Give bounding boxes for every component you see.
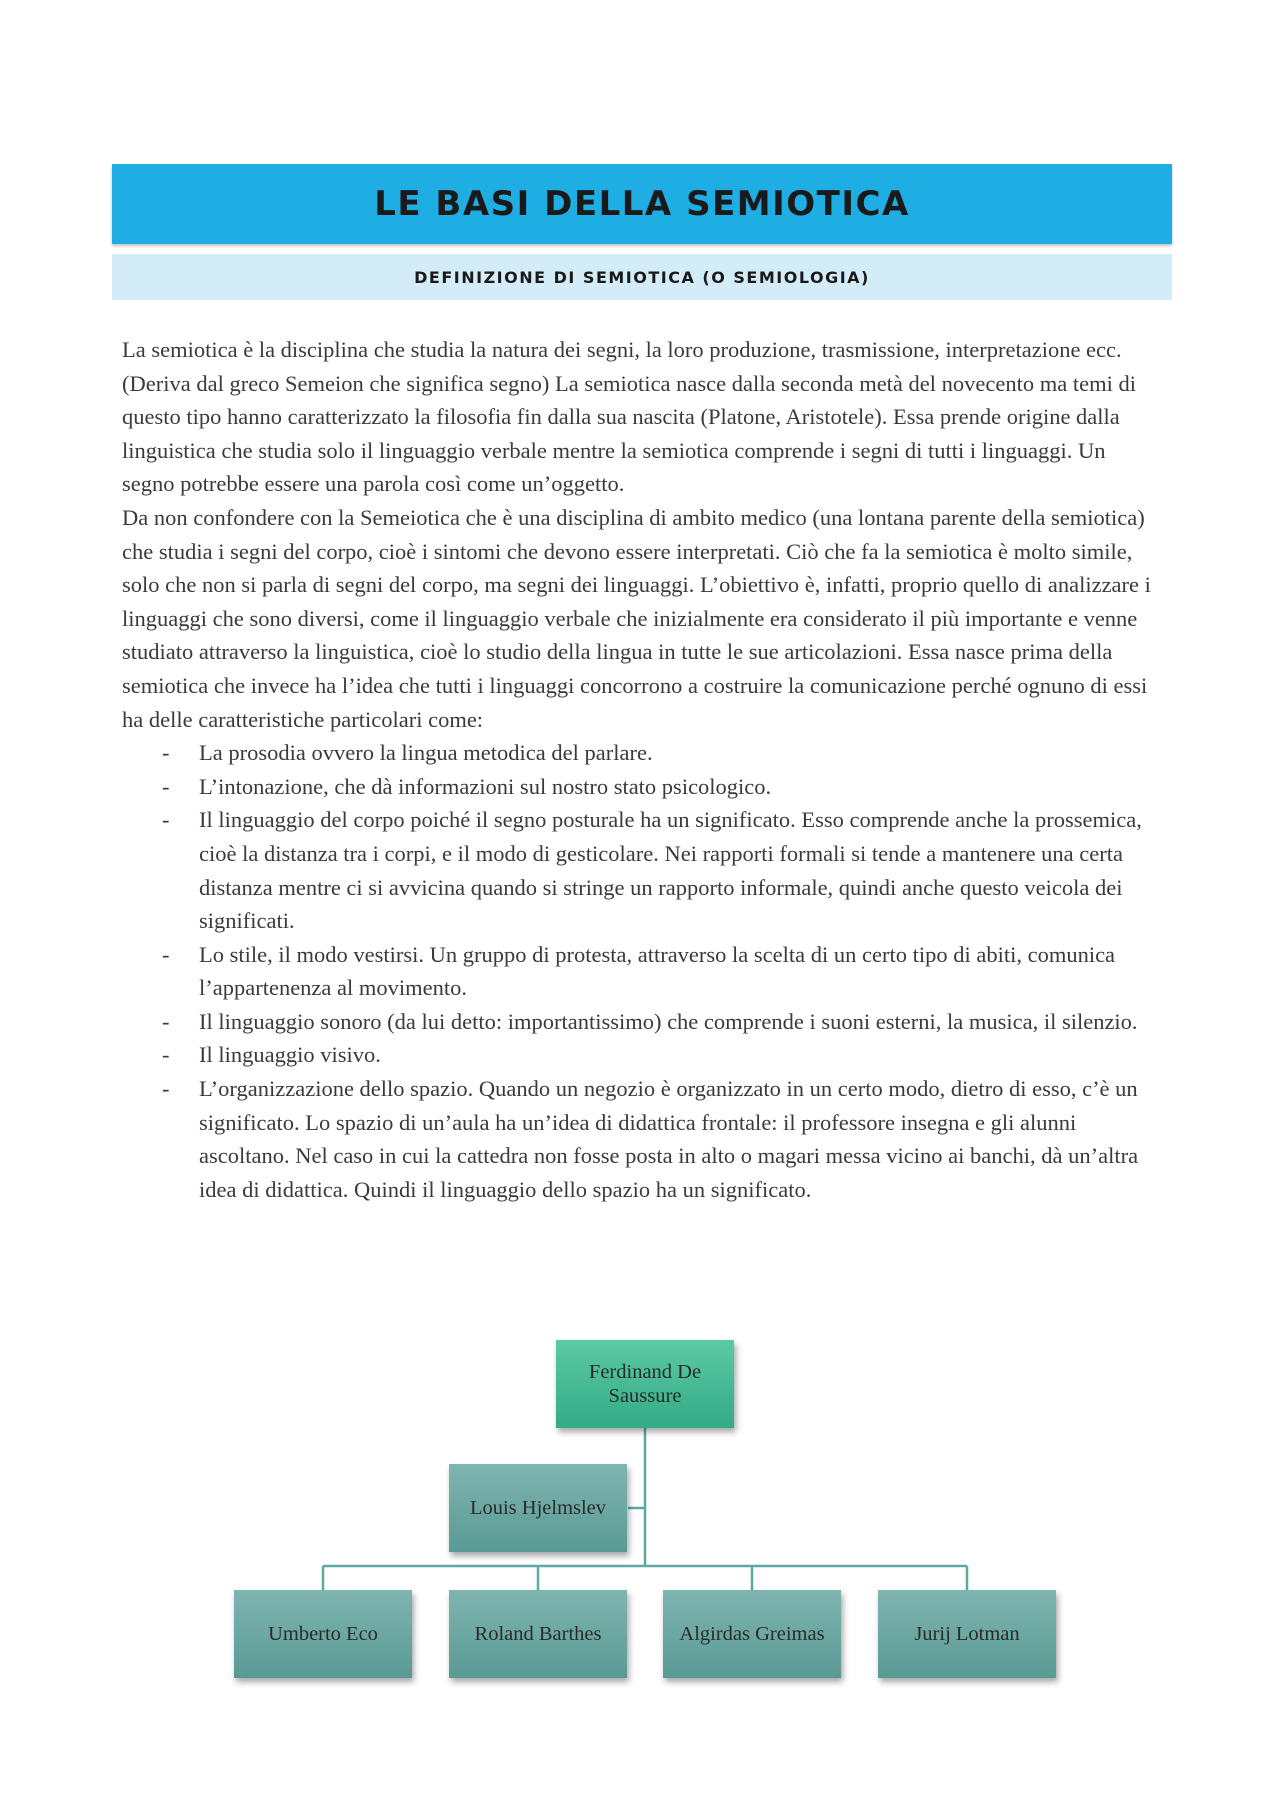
list-item	[122, 1005, 1162, 1039]
list-item-text: Il linguaggio visivo.	[199, 1042, 381, 1068]
list-item	[122, 1038, 1162, 1072]
org-node-assistant: Louis Hjelmslev	[449, 1464, 627, 1552]
bullet-dash: -	[162, 740, 170, 766]
paragraph-semeiotica: Da non confondere con la Semeiotica che è una disciplina di ambito medico (una lontana parente della semiotica) che studia i segni del corpo, cioè i sintomi che devono essere interpretati. Ciò che fa la semiotica è molto simile, solo che non si parla di segni del corpo, ma segni dei linguaggi. L’obiettivo è, infatti, proprio quello di analizzare i linguaggi che sono diversi, come il linguaggio verbale che inizialmente era considerato il più importante e venne studiato attraverso la linguistica, cioè lo studio della lingua in tutte le sue articolazioni. Essa nasce prima della semiotica che invece ha l’idea che tutti i linguaggi concorrono a costruire la comunicazione perché ognuno di essi ha delle caratteristiche particolari come:	[122, 504, 1151, 732]
list-item	[122, 770, 1162, 804]
org-node-child: Umberto Eco	[234, 1590, 412, 1678]
bullet-dash: -	[162, 773, 170, 799]
list-item-text: Il linguaggio del corpo poiché il segno posturale ha un significato. Esso comprende anche la prossemica, cioè la distanza tra i corpi, e il modo di gesticolare. Nei rapporti formali si tende a mantenere una certa distanza mentre ci si avvicina quando si stringe un rapporto informale, quindi anche questo veicola dei significati.	[199, 807, 1142, 934]
list-item	[122, 736, 1162, 770]
bullet-dash: -	[162, 1076, 170, 1102]
body-text	[122, 333, 1162, 1206]
bullet-dash: -	[162, 807, 170, 833]
paragraph-intro: La semiotica è la disciplina che studia la natura dei segni, la loro produzione, trasmissione, interpretazione ecc. (Deriva dal greco Semeion che significa segno) La semiotica nasce dalla seconda metà del novecento ma temi di questo tipo hanno caratterizzato la filosofia fin dalla sua nascita (Platone, Aristotele). Essa prende origine dalla linguistica che studia solo il linguaggio verbale mentre la semiotica comprende i segni di tutti i linguaggi. Un segno potrebbe essere una parola così come un’oggetto.	[122, 337, 1136, 497]
language-list	[122, 736, 1162, 1206]
list-item-text: L’organizzazione dello spazio. Quando un negozio è organizzato in un certo modo, dietro di esso, c’è un significato. Lo spazio di un’aula ha un’idea di didattica frontale: il professore insegna e gli alunni ascoltano. Nel caso in cui la cattedra non fosse posta in alto o magari messa vicino ai banchi, dà un’altra idea di didattica. Quindi il linguaggio dello spazio ha un significato.	[199, 1076, 1139, 1202]
bullet-dash: -	[162, 1042, 170, 1068]
title-banner	[112, 164, 1172, 244]
list-item-text: L’intonazione, che dà informazioni sul nostro stato psicologico.	[199, 773, 772, 799]
org-node-child: Jurij Lotman	[878, 1590, 1056, 1678]
bullet-dash: -	[162, 941, 170, 967]
org-node-child: Algirdas Greimas	[663, 1590, 841, 1678]
subtitle-banner	[112, 254, 1172, 300]
list-item	[122, 938, 1162, 1005]
list-item-text: La prosodia ovvero la lingua metodica del parlare.	[199, 740, 653, 766]
page-title: LE BASI DELLA SEMIOTICA	[374, 184, 910, 224]
bullet-dash: -	[162, 1008, 170, 1034]
list-item-text: Lo stile, il modo vestirsi. Un gruppo di protesta, attraverso la scelta di un certo tipo di abiti, comunica l’appartenenza al movimento.	[199, 941, 1116, 1001]
org-node-child: Roland Barthes	[449, 1590, 627, 1678]
list-item	[122, 1072, 1162, 1206]
section-heading: DEFINIZIONE DI SEMIOTICA (O SEMIOLOGIA)	[414, 267, 870, 287]
org-node-root: Ferdinand De Saussure	[556, 1340, 734, 1428]
list-item	[122, 803, 1162, 937]
list-item-text: Il linguaggio sonoro (da lui detto: importantissimo) che comprende i suoni esterni, la musica, il silenzio.	[199, 1008, 1138, 1034]
